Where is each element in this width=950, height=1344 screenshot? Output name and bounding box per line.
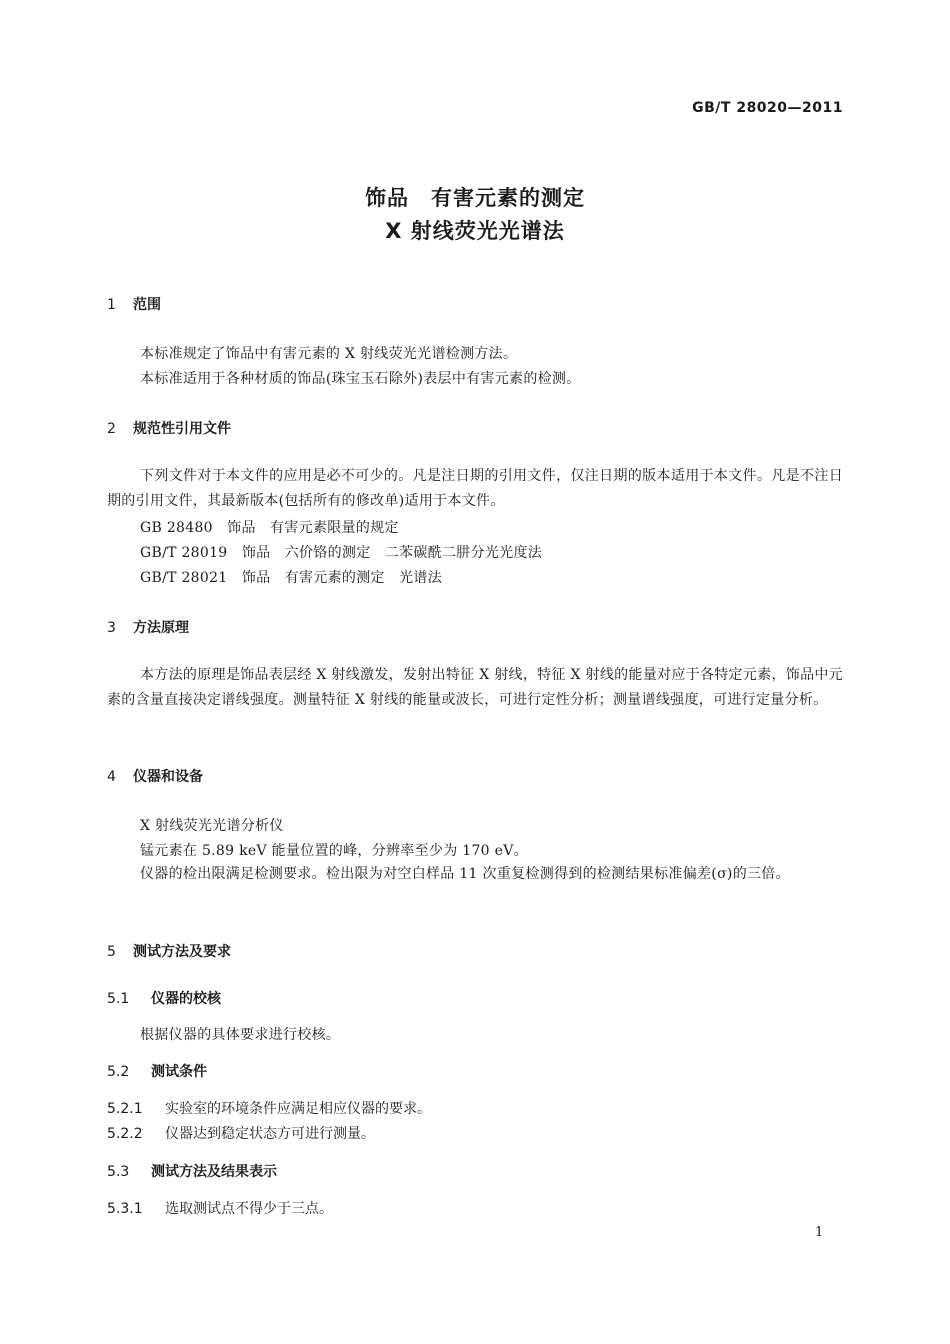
- clause-number: 5.2.1: [107, 1101, 143, 1117]
- paragraph: 本标准规定了饰品中有害元素的 X 射线荧光光谱检测方法。: [140, 346, 518, 362]
- section-title: 范围: [133, 297, 161, 313]
- section-number: 2: [107, 421, 116, 437]
- section-number: 1: [107, 297, 116, 313]
- section-title: 测试方法及要求: [133, 944, 231, 960]
- section-title: 方法原理: [133, 620, 189, 636]
- section-number: 4: [107, 769, 116, 785]
- paragraph: 下列文件对于本文件的应用是必不可少的。凡是注日期的引用文件，仅注日期的版本适用于本文件。凡是不注日期的引用文件，其最新版本(包括所有的修改单)适用于本文件。: [107, 468, 843, 509]
- section-title: 仪器和设备: [133, 769, 203, 785]
- section-number: 3: [107, 620, 116, 636]
- section-number: 5.3: [107, 1164, 130, 1180]
- paragraph: 本标准适用于各种材质的饰品(珠宝玉石除外)表层中有害元素的检测。: [140, 371, 581, 387]
- paragraph: 锰元素在 5.89 keV 能量位置的峰，分辨率至少为 170 eV。: [140, 843, 528, 859]
- clause-item: [107, 1198, 333, 1218]
- reference-item: GB/T 28021 饰品 有害元素的测定 光谱法: [140, 570, 443, 586]
- section-1-heading: [107, 294, 161, 314]
- page-number: 1: [815, 1225, 824, 1240]
- section-3-heading: [107, 617, 189, 637]
- section-title: 测试方法及结果表示: [151, 1164, 277, 1180]
- section-title: 规范性引用文件: [133, 421, 231, 437]
- section-4-heading: [107, 766, 203, 786]
- paragraph: 根据仪器的具体要求进行校核。: [140, 1027, 341, 1043]
- section-2-heading: [107, 418, 231, 438]
- document-subtitle: X 射线荧光光谱法: [385, 219, 565, 243]
- section-title: 仪器的校核: [151, 991, 221, 1007]
- section-5-3-heading: [107, 1161, 277, 1181]
- reference-item: GB 28480 饰品 有害元素限量的规定: [140, 520, 399, 536]
- clause-text: 仪器达到稳定状态方可进行测量。: [165, 1126, 375, 1142]
- section-5-1-heading: [107, 988, 221, 1008]
- paragraph: X 射线荧光光谱分析仪: [140, 818, 284, 834]
- section-title: 测试条件: [151, 1064, 207, 1080]
- section-number: 5.2: [107, 1064, 130, 1080]
- section-5-2-heading: [107, 1061, 207, 1081]
- paragraph: 仪器的检出限满足检测要求。检出限为对空白样品 11 次重复检测得到的检测结果标准偏差(σ)的三倍。: [140, 866, 790, 882]
- clause-text: 选取测试点不得少于三点。: [165, 1201, 333, 1217]
- section-number: 5: [107, 944, 116, 960]
- paragraph: 本方法的原理是饰品表层经 X 射线激发，发射出特征 X 射线，特征 X 射线的能量对应于各特定元素，饰品中元素的含量直接决定谱线强度。测量特征 X 射线的能量或波长，可进行定性分析；测量谱线强度，可进行定量分析。: [107, 667, 843, 708]
- reference-item: GB/T 28019 饰品 六价铬的测定 二苯碳酰二肼分光光度法: [140, 545, 543, 561]
- clause-item: [107, 1123, 375, 1143]
- clause-number: 5.2.2: [107, 1126, 143, 1142]
- clause-text: 实验室的环境条件应满足相应仪器的要求。: [165, 1101, 431, 1117]
- document-title: 饰品 有害元素的测定: [365, 186, 585, 210]
- section-number: 5.1: [107, 991, 130, 1007]
- standard-code: GB/T 28020—2011: [692, 100, 843, 116]
- section-5-heading: [107, 941, 231, 961]
- clause-item: [107, 1098, 431, 1118]
- clause-number: 5.3.1: [107, 1201, 143, 1217]
